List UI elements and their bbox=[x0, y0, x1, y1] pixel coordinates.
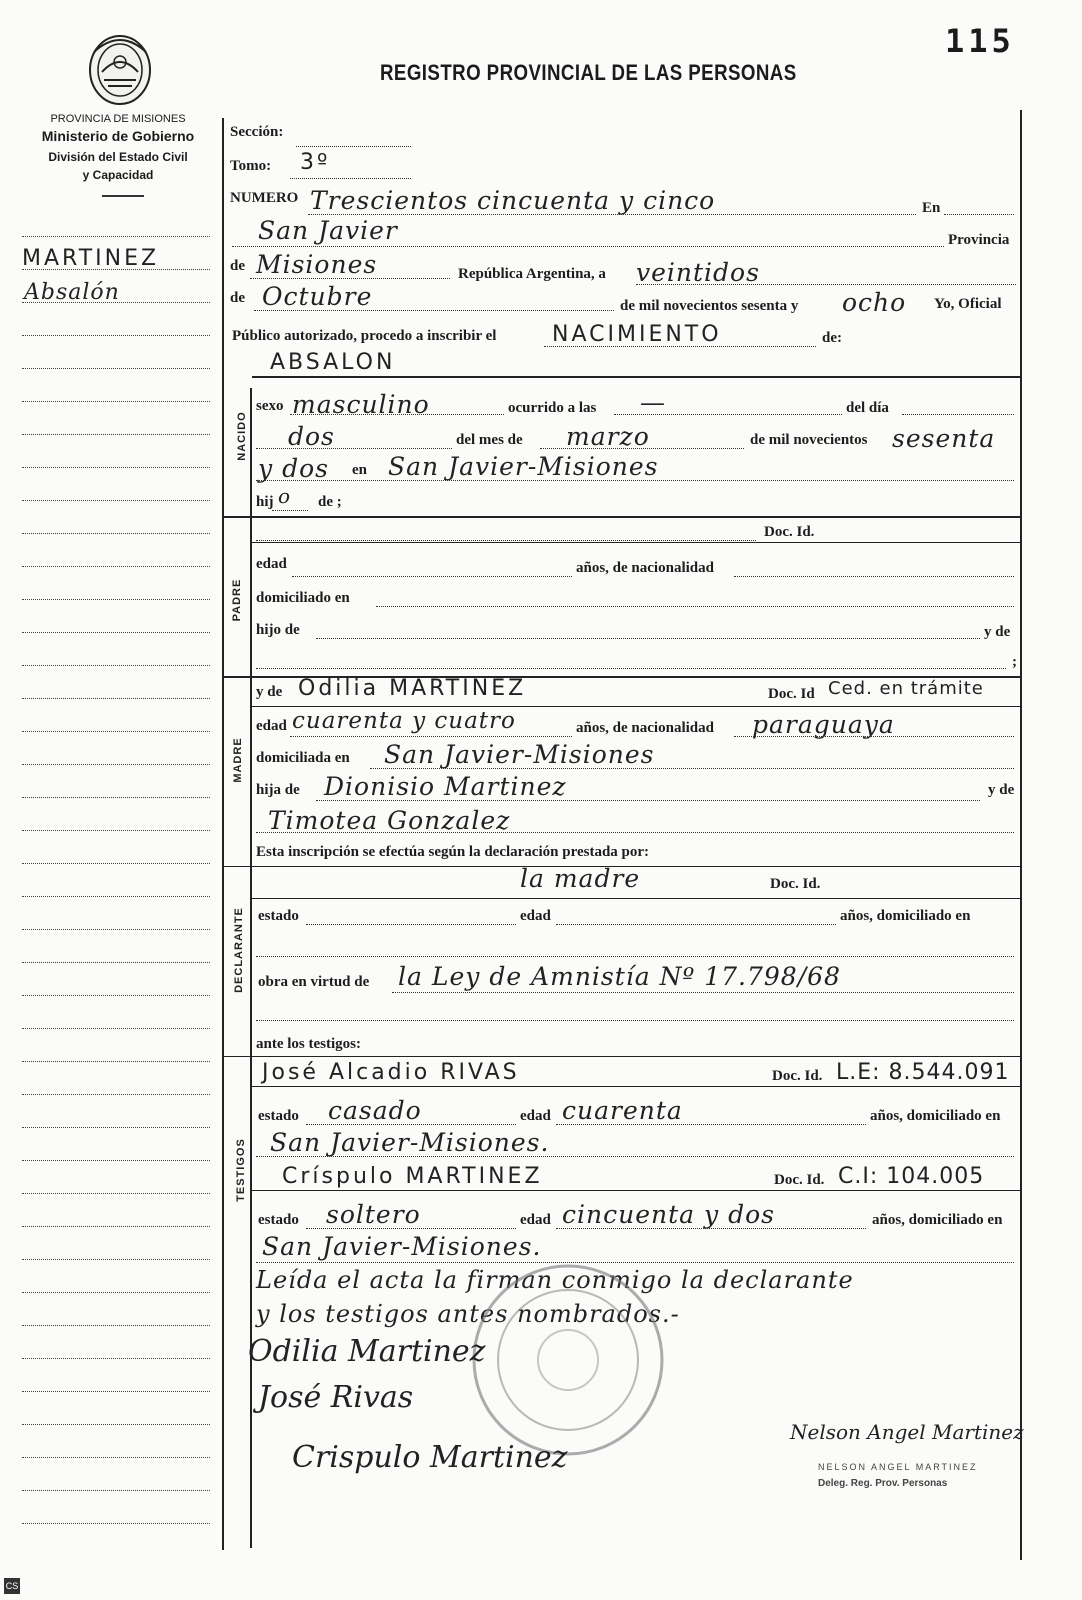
label-madre-edad: edad bbox=[256, 718, 287, 734]
line-acto bbox=[544, 346, 816, 347]
label-republica: República Argentina, a bbox=[458, 266, 606, 282]
line-dia bbox=[256, 448, 452, 449]
line-numero bbox=[308, 214, 916, 215]
margin-line bbox=[22, 830, 210, 831]
line-madre-edad bbox=[290, 736, 572, 737]
label-padre-doc: Doc. Id. bbox=[764, 524, 815, 540]
margin-line bbox=[22, 401, 210, 402]
closing-line2: y los testigos antes nombrados.- bbox=[256, 1300, 680, 1328]
label-seccion: Sección: bbox=[230, 124, 284, 140]
label-madre-anos: años, de nacionalidad bbox=[576, 720, 714, 736]
label-del-mes: del mes de bbox=[456, 432, 523, 448]
value-madre-edad: cuarenta y cuatro bbox=[292, 708, 516, 734]
label-madre-doc: Doc. Id bbox=[768, 686, 815, 702]
rule-nombre bbox=[252, 376, 1020, 378]
margin-line bbox=[22, 1523, 210, 1524]
line-dia-acta bbox=[636, 284, 1016, 285]
line-sexo bbox=[290, 414, 504, 415]
label-madre-dom: domiciliada en bbox=[256, 750, 350, 766]
value-mes: Octubre bbox=[262, 282, 373, 311]
label-de-mil: de mil novecientos sesenta y bbox=[620, 298, 799, 314]
line-testigo1-dom bbox=[256, 1156, 1014, 1157]
margin-line bbox=[22, 1391, 210, 1392]
label-padre-edad: edad bbox=[256, 556, 287, 572]
margin-line bbox=[22, 1490, 210, 1491]
line-padre-y bbox=[256, 668, 1006, 669]
value-anio: ocho bbox=[842, 288, 907, 317]
section-padre: PADRE bbox=[231, 578, 243, 622]
value-anio-nac-2: y dos bbox=[258, 454, 329, 483]
margin-line bbox=[22, 1160, 210, 1161]
value-testigo2-doc: C.I: 104.005 bbox=[838, 1164, 985, 1189]
province-name: PROVINCIA DE MISIONES bbox=[50, 113, 186, 125]
margin-line bbox=[22, 533, 210, 534]
label-madre-y-de: y de bbox=[256, 684, 283, 700]
line-en-end bbox=[944, 214, 1014, 215]
label-ante-testigos: ante los testigos: bbox=[256, 1036, 361, 1052]
value-testigo1: José Alcadio RIVAS bbox=[262, 1060, 520, 1085]
margin-line bbox=[22, 1358, 210, 1359]
value-madre-padre: Dionisio Martinez bbox=[324, 772, 567, 801]
margin-line bbox=[22, 368, 210, 369]
margin-line bbox=[22, 1061, 210, 1062]
label-ocurrido: ocurrido a las bbox=[508, 400, 597, 416]
section-madre: MADRE bbox=[232, 737, 244, 783]
label-de-colon: de: bbox=[822, 330, 842, 346]
margin-line bbox=[22, 665, 210, 666]
officer-stamp-role: Deleg. Reg. Prov. Personas bbox=[818, 1478, 948, 1489]
label-publico: Público autorizado, procedo a inscribir el bbox=[232, 328, 497, 344]
line-obra-2 bbox=[256, 1020, 1014, 1021]
line-hora bbox=[614, 414, 842, 415]
line-mes bbox=[254, 310, 614, 311]
value-dia: dos bbox=[288, 422, 335, 451]
margin-line bbox=[22, 1259, 210, 1260]
margin-line bbox=[22, 269, 210, 270]
value-testigo1-doc: L.E: 8.544.091 bbox=[836, 1060, 1010, 1085]
rule-testigo2 bbox=[252, 1190, 1020, 1191]
value-declarante: la madre bbox=[520, 864, 641, 893]
label-testigo1-anos: años, domiciliado en bbox=[870, 1108, 1001, 1124]
value-hora: — bbox=[640, 388, 666, 417]
label-testigo2-estado: estado bbox=[258, 1212, 299, 1228]
margin-surname: MARTINEZ bbox=[22, 246, 160, 271]
officer-stamp-name: NELSON ANGEL MARTINEZ bbox=[818, 1462, 978, 1472]
label-testigo1-estado: estado bbox=[258, 1108, 299, 1124]
line-madre-padre bbox=[316, 800, 980, 801]
line-testigo2-estado bbox=[306, 1228, 516, 1229]
margin-line bbox=[22, 797, 210, 798]
margin-line bbox=[22, 500, 210, 501]
label-madre-hija-de: hija de bbox=[256, 782, 300, 798]
margin-line bbox=[22, 236, 210, 237]
margin-line bbox=[22, 863, 210, 864]
value-madre-madre: Timotea Gonzalez bbox=[268, 806, 511, 835]
margin-line bbox=[22, 1127, 210, 1128]
value-testigo1-edad: cuarenta bbox=[562, 1096, 683, 1125]
label-yo-oficial: Yo, Oficial bbox=[934, 296, 1002, 312]
line-declarante-dom bbox=[256, 956, 1014, 957]
value-en: San Javier bbox=[258, 216, 398, 245]
left-border bbox=[222, 118, 224, 1550]
value-testigo2-edad: cincuenta y dos bbox=[562, 1200, 775, 1229]
value-madre-dom: San Javier-Misiones bbox=[384, 740, 655, 769]
line-seccion bbox=[296, 146, 411, 147]
rule-padre-nombre bbox=[252, 542, 1020, 543]
label-de-prov: de bbox=[230, 258, 245, 274]
margin-line bbox=[22, 1094, 210, 1095]
margin-line bbox=[22, 467, 210, 468]
signature-witness1: José Rivas bbox=[258, 1380, 414, 1415]
corner-mark: CS bbox=[4, 1578, 20, 1594]
value-numero: Trescientos cincuenta y cinco bbox=[310, 186, 716, 215]
value-sexo: masculino bbox=[292, 390, 430, 419]
margin-line bbox=[22, 1292, 210, 1293]
line-padre-dom bbox=[376, 606, 1014, 607]
line-madre-dom bbox=[370, 768, 1014, 769]
label-obra: obra en virtud de bbox=[258, 974, 370, 990]
label-testigo2-doc: Doc. Id. bbox=[774, 1172, 825, 1188]
margin-line bbox=[22, 1457, 210, 1458]
label-inscripcion: Esta inscripción se efectúa según la declaración prestada por: bbox=[256, 844, 650, 860]
value-testigo1-dom: San Javier-Misiones. bbox=[270, 1128, 550, 1157]
rule-declarante-end bbox=[224, 1056, 1020, 1057]
line-obra bbox=[392, 992, 1014, 993]
label-testigo2-anos: años, domiciliado en bbox=[872, 1212, 1003, 1228]
margin-line bbox=[22, 896, 210, 897]
page-number: 115 bbox=[945, 22, 1015, 60]
label-padre-hijo-de: hijo de bbox=[256, 622, 300, 638]
rule-nacido-end bbox=[224, 516, 1020, 518]
line-ciudad bbox=[232, 246, 944, 247]
ministry-name: Ministerio de Gobierno bbox=[41, 128, 195, 144]
label-madre-y-de2: y de bbox=[988, 782, 1015, 798]
margin-line bbox=[22, 1226, 210, 1227]
value-testigo2-dom: San Javier-Misiones. bbox=[262, 1232, 542, 1261]
division-line2: y Capacidad bbox=[82, 168, 154, 182]
margin-name: Absalón bbox=[24, 280, 120, 305]
line-padre-nombre bbox=[256, 540, 756, 541]
label-declarante-anos: años, domiciliado en bbox=[840, 908, 971, 924]
division-line1: División del Estado Civil bbox=[48, 150, 188, 164]
value-tomo: 3º bbox=[300, 150, 331, 175]
label-padre-anos: años, de nacionalidad bbox=[576, 560, 714, 576]
section-border bbox=[250, 388, 252, 1548]
line-provincia bbox=[250, 278, 450, 279]
margin-line bbox=[22, 599, 210, 600]
label-en: En bbox=[922, 200, 941, 216]
line-padre-edad bbox=[292, 576, 572, 577]
label-testigo1-edad: edad bbox=[520, 1108, 551, 1124]
rule-declarante-nombre bbox=[252, 898, 1020, 899]
line-padre-hijo bbox=[316, 638, 980, 639]
margin-line bbox=[22, 434, 210, 435]
label-hij: hij bbox=[256, 494, 274, 510]
margin-line bbox=[22, 1424, 210, 1425]
line-madre-madre bbox=[256, 832, 1014, 833]
label-testigo2-edad: edad bbox=[520, 1212, 551, 1228]
label-de-mil-nov: de mil novecientos bbox=[750, 432, 868, 448]
line-testigo1-estado bbox=[306, 1124, 516, 1125]
value-acto: NACIMIENTO bbox=[552, 322, 722, 347]
section-declarante: DECLARANTE bbox=[233, 907, 245, 993]
value-dia-acta: veintidos bbox=[636, 258, 760, 287]
line-madre-nac bbox=[734, 736, 1014, 737]
margin-line bbox=[22, 731, 210, 732]
line-lugar-nac bbox=[256, 480, 1014, 481]
value-madre-nac: paraguaya bbox=[752, 710, 895, 739]
margin-line bbox=[22, 566, 210, 567]
value-lugar-nac: San Javier-Misiones bbox=[388, 452, 659, 481]
label-padre-y-de: y de bbox=[984, 624, 1011, 640]
line-tomo bbox=[290, 178, 411, 179]
line-padre-nac bbox=[734, 576, 1014, 577]
label-provincia: Provincia bbox=[948, 232, 1010, 248]
province-emblem bbox=[84, 32, 156, 110]
section-nacido: NACIDO bbox=[236, 411, 248, 461]
label-numero: NUMERO bbox=[230, 190, 299, 206]
label-declarante-doc: Doc. Id. bbox=[770, 876, 821, 892]
margin-line bbox=[22, 764, 210, 765]
rule-madre-nombre bbox=[252, 706, 1020, 707]
right-border bbox=[1020, 110, 1022, 1560]
value-anio-nac-1: sesenta bbox=[892, 424, 996, 453]
label-de-mes: de bbox=[230, 290, 245, 306]
line-declarante-edad bbox=[556, 924, 836, 925]
label-padre-dom: domiciliado en bbox=[256, 590, 350, 606]
label-padre-semicolon: ; bbox=[1012, 654, 1017, 670]
value-madre-doc: Ced. en trámite bbox=[828, 678, 984, 699]
label-en-lugar: en bbox=[352, 462, 367, 478]
signature-witness2: Crispulo Martinez bbox=[292, 1440, 568, 1475]
signature-mother: Odilia Martinez bbox=[248, 1334, 486, 1369]
official-seal bbox=[468, 1260, 668, 1460]
margin-line bbox=[22, 995, 210, 996]
value-provincia: Misiones bbox=[256, 250, 378, 279]
value-hijo-o: o bbox=[278, 484, 292, 508]
header-divider bbox=[102, 195, 144, 197]
line-testigo2-edad bbox=[556, 1228, 866, 1229]
label-del-dia: del día bbox=[846, 400, 889, 416]
margin-line bbox=[22, 698, 210, 699]
line-testigo1-edad bbox=[556, 1124, 866, 1125]
value-nombre: ABSALON bbox=[270, 350, 396, 375]
margin-line bbox=[22, 929, 210, 930]
value-obra: la Ley de Amnistía Nº 17.798/68 bbox=[398, 962, 841, 991]
line-dia-end bbox=[902, 414, 1014, 415]
label-declarante-estado: estado bbox=[258, 908, 299, 924]
closing-line1: Leída el acta la firman conmigo la declarante bbox=[256, 1266, 854, 1294]
value-testigo2-estado: soltero bbox=[326, 1200, 421, 1229]
margin-line bbox=[22, 632, 210, 633]
label-tomo: Tomo: bbox=[230, 158, 272, 174]
rule-testigo1 bbox=[252, 1086, 1020, 1087]
value-mes-nac: marzo bbox=[566, 422, 650, 451]
margin-line bbox=[22, 335, 210, 336]
value-testigo1-estado: casado bbox=[328, 1096, 422, 1125]
value-madre-nombre: Odilia MARTINEZ bbox=[298, 676, 527, 701]
line-mes-nac bbox=[540, 448, 744, 449]
page-title: REGISTRO PROVINCIAL DE LAS PERSONAS bbox=[380, 60, 797, 85]
signature-officer: Nelson Angel Martinez bbox=[790, 1420, 1024, 1444]
margin-line bbox=[22, 962, 210, 963]
margin-line bbox=[22, 1325, 210, 1326]
label-testigo1-doc: Doc. Id. bbox=[772, 1068, 823, 1084]
margin-line bbox=[22, 1028, 210, 1029]
line-declarante-estado bbox=[306, 924, 516, 925]
label-declarante-edad: edad bbox=[520, 908, 551, 924]
label-sexo: sexo bbox=[256, 398, 284, 414]
section-testigos: TESTIGOS bbox=[235, 1138, 247, 1202]
value-testigo2: Críspulo MARTINEZ bbox=[282, 1164, 543, 1189]
margin-line bbox=[22, 302, 210, 303]
line-hij bbox=[272, 510, 308, 511]
label-de-semi: de ; bbox=[318, 494, 342, 510]
margin-line bbox=[22, 1193, 210, 1194]
